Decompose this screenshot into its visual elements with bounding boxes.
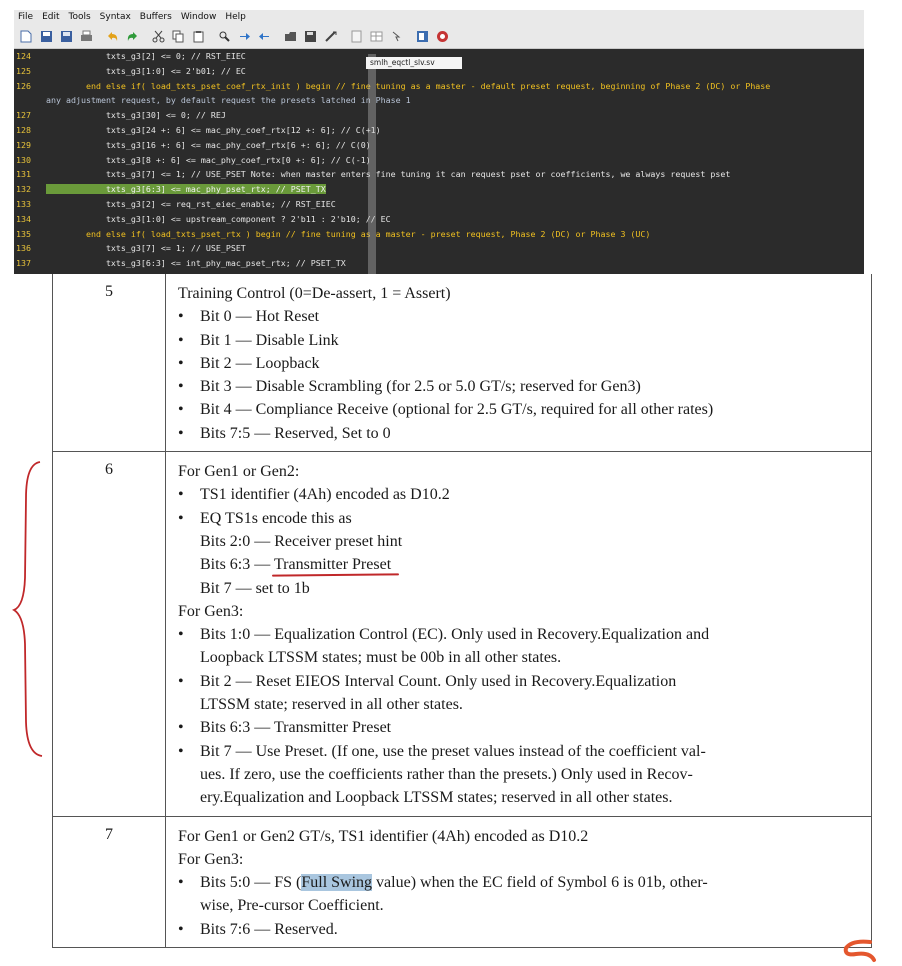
list-item: • EQ TS1s encode this as <box>178 509 352 527</box>
code-line: 137 txts_g3[6:3] <= int_phy_mac_pset_rtx; // PSET_TX <box>16 258 346 269</box>
code-line-highlighted: 132 txts_g3[6:3] <= mac_phy_pset_rtx; // PSET_TX <box>16 184 326 195</box>
code-line-wrapped: any adjustment request, by default request the presets latched in Phase 1 <box>46 95 411 106</box>
menu-syntax[interactable]: Syntax <box>99 12 131 22</box>
save-icon[interactable] <box>39 29 53 43</box>
list-item: • Bits 1:0 — Equalization Control (EC). Only used in Recovery.Equalization and Loopback LTSSM states; must be 00b in all other states. <box>178 626 710 667</box>
save-all-icon[interactable] <box>59 29 73 43</box>
code-line: 127 txts_g3[30] <= 0; // REJ <box>16 110 226 121</box>
handwritten-mark <box>840 936 884 966</box>
jump-tag-icon[interactable] <box>389 29 403 43</box>
editor-window <box>14 10 864 274</box>
table-row <box>52 452 872 816</box>
menu-buffers[interactable]: Buffers <box>139 12 172 22</box>
symbol-description: Training Control (0=De-assert, 1 = Assert) • Bit 0 — Hot Reset • Bit 1 — Disable Link • Bit 2 — Loopback • Bit 3 — Disable Scrambling (for 2.5 or 5.0 GT/s; reserved for Gen3) • Bit 4 — Compliance Receive (optional for 2.5 GT/s, required for all other rates) • Bits 7:5 — Reserved, Set to 0 <box>166 274 871 451</box>
symbol-number: 5 <box>53 274 166 451</box>
code-line: 128 txts_g3[24 +: 6] <= mac_phy_coef_rtx[12 +: 6]; // C(+1) <box>16 124 381 135</box>
menu-bar <box>14 10 864 24</box>
list-item: • Bits 6:3 — Transmitter Preset <box>178 719 392 737</box>
code-line: 131 txts_g3[7] <= 1; // USE_PSET Note: when master enters fine tuning it can request pset or coefficients, we always request pset <box>16 169 731 180</box>
list-item: • Bit 3 — Disable Scrambling (for 2.5 or 5.0 GT/s; reserved for Gen3) <box>178 378 641 396</box>
find-replace-icon[interactable] <box>217 29 231 43</box>
undo-icon[interactable] <box>105 29 119 43</box>
code-line: 125 txts_g3[1:0] <= 2'b01; // EC <box>16 65 246 76</box>
find-prev-icon[interactable] <box>257 29 271 43</box>
open-file-icon[interactable] <box>19 29 33 43</box>
list-item: • Bits 7:5 — Reserved, Set to 0 <box>178 424 391 442</box>
red-brace-annotation <box>12 458 48 758</box>
spec-table <box>52 274 872 948</box>
make-icon[interactable] <box>349 29 363 43</box>
symbol-number: 7 <box>53 817 166 947</box>
cursor-line-highlight: txts_g3[6:3] <= mac_phy_pset_rtx; // PSET_TX <box>46 184 326 195</box>
toolbar <box>14 24 864 49</box>
list-item: • Bit 4 — Compliance Receive (optional for 2.5 GT/s, required for all other rates) <box>178 401 714 419</box>
code-line: 124 txts_g3[2] <= 0; // RST_EIEC <box>16 51 246 61</box>
symbol-description: For Gen1 or Gen2 GT/s, TS1 identifier (4Ah) encoded as D10.2 For Gen3: • Bits 5:0 — FS (Full Swing value) when the EC field of Symbol 6 is 01b, other- wise, Pre-cursor Coefficient. • Bits 7:6 — Reserved. <box>166 817 871 947</box>
red-underline-annotation: Transmitter Preset <box>273 556 392 574</box>
code-line: 136 txts_g3[7] <= 1; // USE_PSET <box>16 243 246 254</box>
list-item: • Bit 2 — Loopback <box>178 354 320 372</box>
help-icon[interactable] <box>415 29 429 43</box>
menu-edit[interactable]: Edit <box>42 12 60 22</box>
symbol-number: 6 <box>53 452 166 815</box>
copy-icon[interactable] <box>171 29 185 43</box>
vim-logo-icon[interactable] <box>435 29 449 43</box>
symbol-description: For Gen1 or Gen2: • TS1 identifier (4Ah) encoded as D10.2 • EQ TS1s encode this as Bits 2:0 — Receiver preset hint Bits 6:3 — Transmitter Preset Bit 7 — set to 1b For Gen3: • Bits 1:0 — Equalization Control (EC). Only used in Recovery.Equalization and Loopback LTSSM states; must be 00b in all other states. • Bit 2 — Reset EIEOS Interval Count. Only used in Recovery.Equalization LTSSM state; reserved in all other states. • Bits 6:3 — Transmitter Preset • Bit 7 — Use Preset. (If one, use the preset values instead of the coefficient val- ues. If zero, use the coefficients rather than the presets.) Only used in Recov- ery.Equalization and Loopback LTSSM states; reserved in all other states. <box>166 452 871 815</box>
column-highlight <box>368 54 376 274</box>
save-session-icon[interactable] <box>303 29 317 43</box>
list-item: • Bit 0 — Hot Reset <box>178 308 320 326</box>
list-item: • Bit 1 — Disable Link <box>178 331 339 349</box>
menu-tools[interactable]: Tools <box>68 12 91 22</box>
table-row <box>52 274 872 452</box>
code-line: 133 txts_g3[2] <= req_rst_eiec_enable; // RST_EIEC <box>16 198 336 209</box>
code-line: 134 txts_g3[1:0] <= upstream_component ? 2'b11 : 2'b10; // EC <box>16 213 391 224</box>
code-line: 126 end else if( load_txts_pset_coef_rtx_init ) begin // fine tuning as a master - default preset request, beginning of Phase 2 (DC) or Phase <box>16 80 771 91</box>
list-item: • Bit 2 — Reset EIEOS Interval Count. Only used in Recovery.Equalization LTSSM state; reserved in all other states. <box>178 672 677 714</box>
redo-icon[interactable] <box>125 29 139 43</box>
list-item: • Bits 7:6 — Reserved. <box>178 920 338 938</box>
code-view[interactable] <box>14 49 864 274</box>
code-line: 135 end else if( load_txts_pset_rtx ) begin // fine tuning as a master - preset request, Phase 2 (DC) or Phase 3 (UC) <box>16 228 651 239</box>
menu-file[interactable]: File <box>18 12 34 22</box>
code-line: 129 txts_g3[16 +: 6] <= mac_phy_coef_rtx[6 +: 6]; // C(0) <box>16 139 371 150</box>
list-item: • Bits 5:0 — FS (Full Swing value) when the EC field of Symbol 6 is 01b, other- wise, Pre-cursor Coefficient. <box>178 874 708 915</box>
menu-help[interactable]: Help <box>225 12 246 22</box>
list-item: • Bit 7 — Use Preset. (If one, use the preset values instead of the coefficient val- ues. If zero, use the coefficients rather than the presets.) Only used in Recov- ery.Equalization and Loopback LTSSM states; reserved in all other states. <box>178 742 706 807</box>
find-next-icon[interactable] <box>237 29 251 43</box>
run-script-icon[interactable] <box>323 29 337 43</box>
list-item: • TS1 identifier (4Ah) encoded as D10.2 <box>178 486 450 504</box>
build-tags-icon[interactable] <box>369 29 383 43</box>
text-selection-highlight: Full Swing <box>301 874 373 892</box>
load-session-icon[interactable] <box>283 29 297 43</box>
buffer-tab[interactable]: smlh_eqctl_slv.sv <box>366 57 462 69</box>
menu-window[interactable]: Window <box>180 12 217 22</box>
code-line: 130 txts_g3[8 +: 6] <= mac_phy_coef_rtx[0 +: 6]; // C(-1) <box>16 154 371 165</box>
table-row <box>52 817 872 948</box>
paste-icon[interactable] <box>191 29 205 43</box>
cut-icon[interactable] <box>151 29 165 43</box>
print-icon[interactable] <box>79 29 93 43</box>
